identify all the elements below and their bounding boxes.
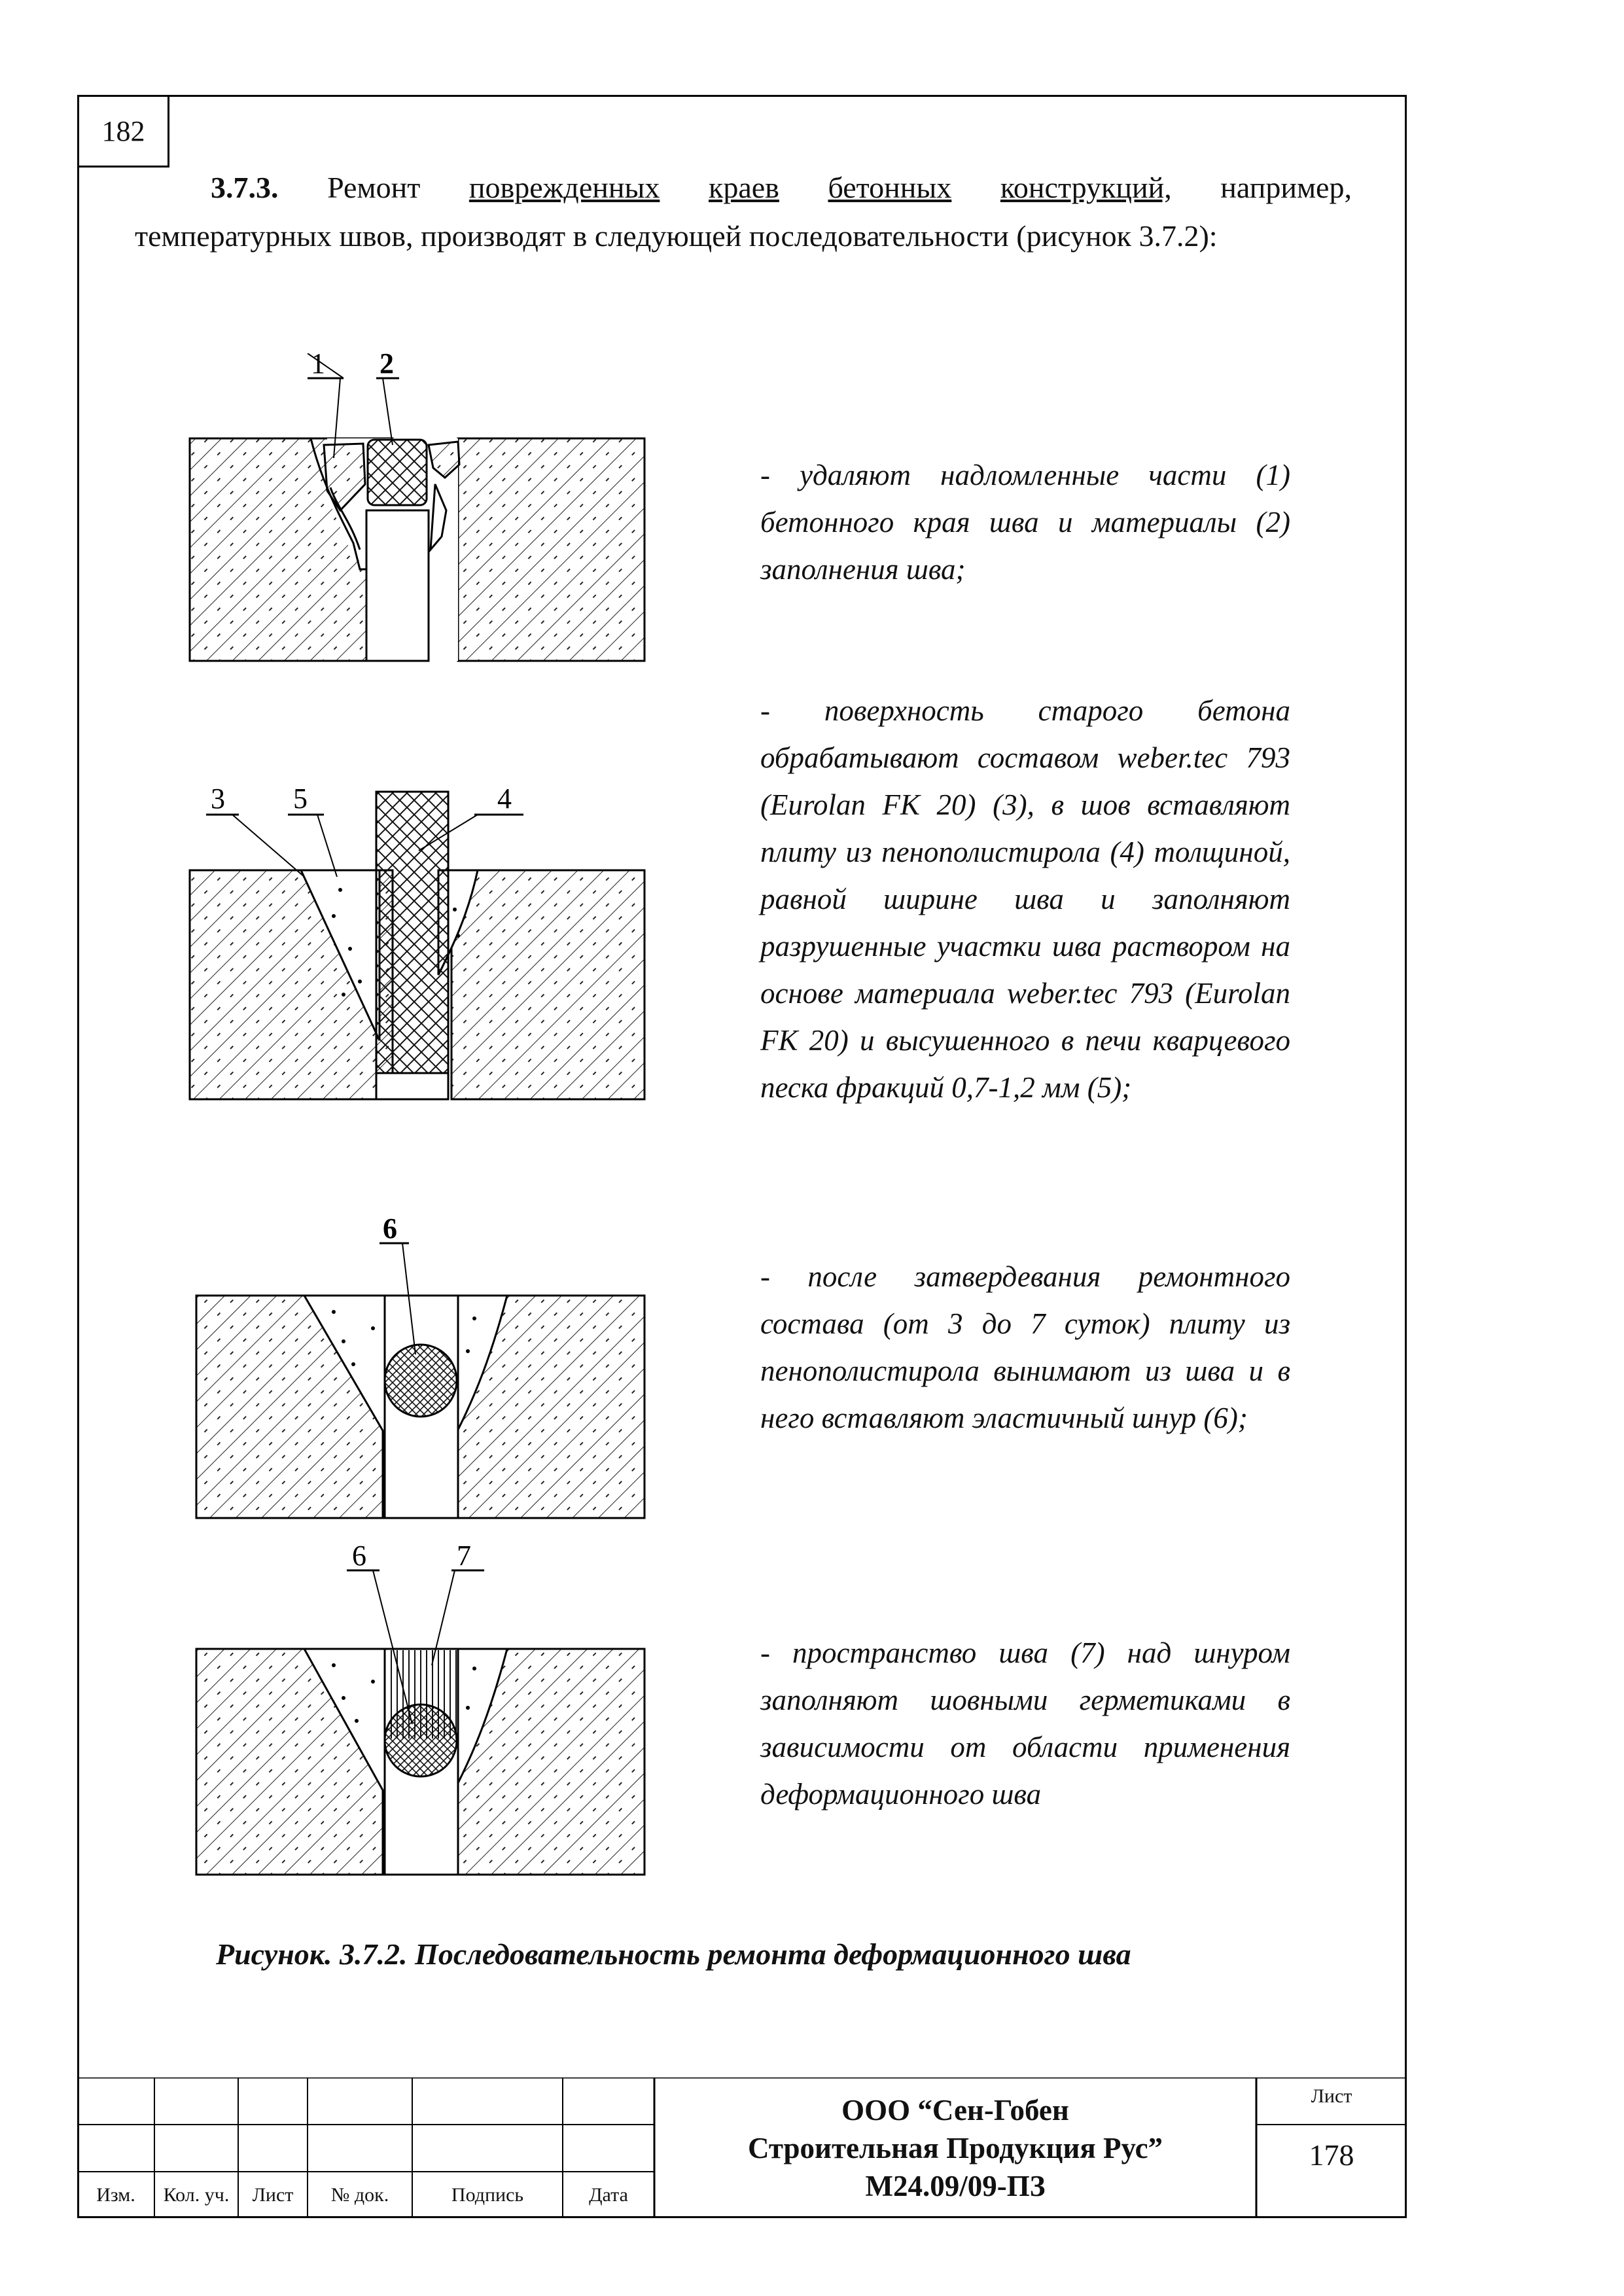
intro-word: конструкций, (1000, 171, 1172, 204)
intro-word: Ремонт (327, 171, 421, 204)
figure-step-3 (177, 1214, 661, 1528)
stamp-col-date: Дата (589, 2184, 628, 2206)
step-2-text: - поверхность старого бетона обрабатывают составом weber.tec 793 (Eurolan FK 20) (3), в шов вставляют плиту из пенополистирола (4) толщиной, равной ширине шва и заполняют разрушенные участки шва раствором на основе материала weber.tec 793 (Eurolan FK 20) и высушенного в печи кварцевого песка фракций 0,7-1,2 мм (5); (760, 694, 1290, 1104)
intro-word: бетонных (828, 171, 952, 204)
stamp-col-doc: № док. (330, 2184, 389, 2206)
label-6b: 6 (352, 1541, 366, 1572)
stamp-col-sign: Подпись (451, 2184, 524, 2206)
sheet-label: Лист (1311, 2085, 1352, 2107)
figure-step-1 (177, 353, 661, 667)
org-line-2: Строительная Продукция Рус” (747, 2131, 1163, 2164)
label-1: 1 (311, 353, 325, 380)
stamp-col-izm: Изм. (96, 2184, 135, 2206)
step-3-text: - после затвердевания ремонтного состава (от 3 до 7 суток) плиту из пенополистирола вынимают из шва и в него вставляют эластичный шнур (6); (760, 1260, 1290, 1434)
stamp-col-list: Лист (252, 2184, 294, 2206)
sheet-number: 178 (1309, 2138, 1354, 2172)
organization-title (654, 2077, 1256, 2218)
intro-word: поврежденных (468, 171, 660, 204)
intro-line-2: температурных швов, производят в следующей последовательности (рисунок 3.7.2): (135, 219, 1218, 253)
intro-word: краев (708, 171, 779, 204)
label-7: 7 (457, 1541, 471, 1572)
label-4: 4 (497, 783, 512, 815)
page-number: 182 (77, 95, 169, 168)
step-4-text: - пространство шва (7) над шнуром заполняют шовными герметиками в зависимости от области применения деформационного шва (760, 1636, 1290, 1810)
intro-paragraph (135, 164, 1352, 260)
org-line-1: ООО “Сен-Гобен (841, 2093, 1069, 2127)
label-2: 2 (380, 353, 394, 380)
intro-word: например, (1220, 171, 1352, 204)
stamp-col-kol: Кол. уч. (163, 2184, 230, 2206)
figure-step-4 (177, 1541, 661, 1881)
figure-step-2 (177, 779, 661, 1106)
label-3: 3 (211, 783, 225, 815)
label-5: 5 (293, 783, 308, 815)
step-1-text: - удаляют надломленные части (1) бетонного края шва и материалы (2) заполнения шва; (760, 459, 1290, 586)
doc-code: М24.09/09-ПЗ (865, 2169, 1046, 2202)
section-number: 3.7.3. (211, 171, 279, 204)
figure-caption: Рисунок. 3.7.2. Последовательность ремонта деформационного шва (216, 1937, 1131, 1971)
label-6: 6 (383, 1214, 397, 1245)
sheet-box (1256, 2077, 1407, 2218)
